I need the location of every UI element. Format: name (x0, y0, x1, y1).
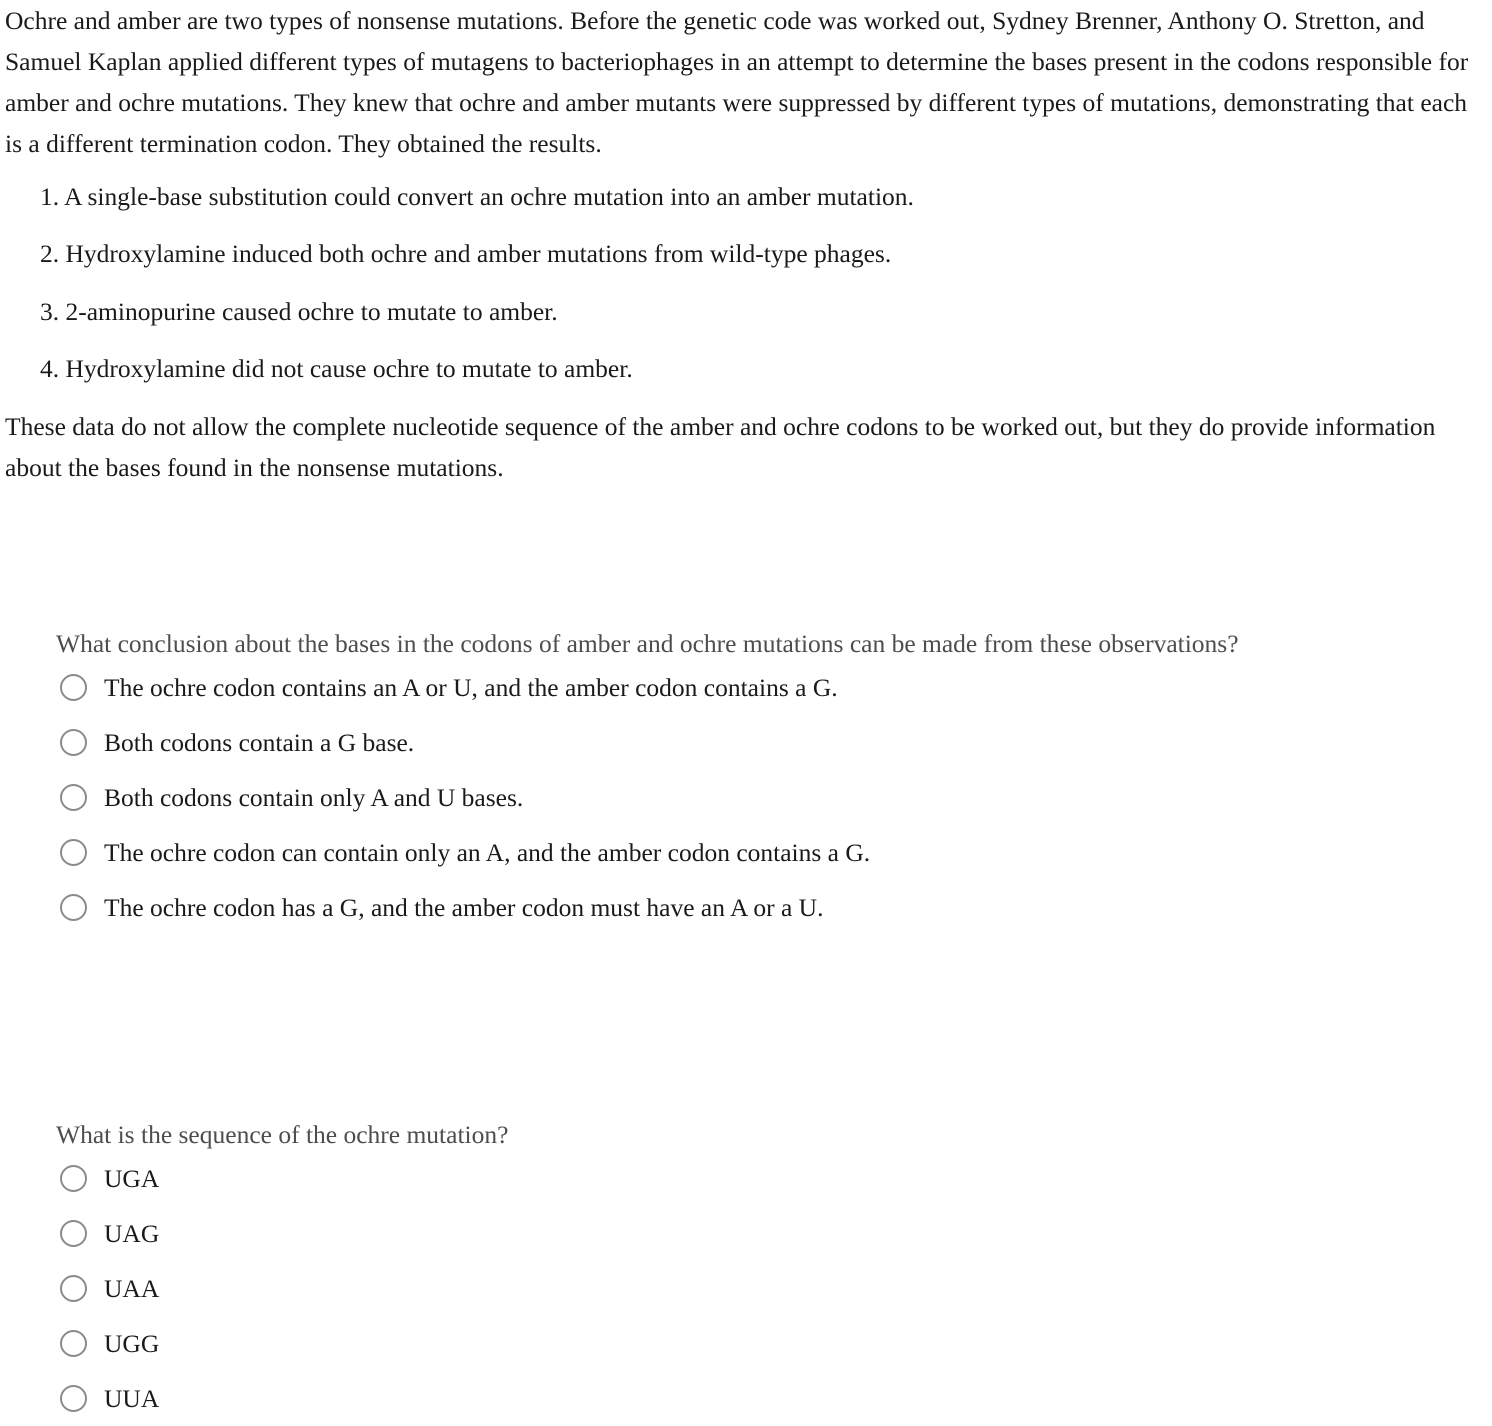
option-label[interactable]: UGG (104, 1328, 160, 1358)
question-2-option[interactable] (60, 1371, 159, 1426)
radio-button[interactable] (60, 784, 87, 811)
question-1-option[interactable] (60, 660, 870, 715)
radio-button[interactable] (60, 1220, 87, 1247)
radio-button[interactable] (60, 729, 87, 756)
radio-button[interactable] (60, 1385, 87, 1412)
question-2-options (60, 1151, 159, 1426)
question-2-option[interactable] (60, 1261, 159, 1316)
question-2-prompt: What is the sequence of the ochre mutation? (56, 1120, 509, 1149)
radio-button[interactable] (60, 839, 87, 866)
question-2-option[interactable] (60, 1151, 159, 1206)
option-label[interactable]: UGA (104, 1163, 160, 1193)
question-2-option[interactable] (60, 1316, 159, 1371)
radio-button[interactable] (60, 894, 87, 921)
option-label[interactable]: The ochre codon has a G, and the amber codon must have an A or a U. (104, 892, 824, 922)
radio-button[interactable] (60, 1330, 87, 1357)
option-label[interactable]: The ochre codon can contain only an A, and the amber codon contains a G. (104, 837, 871, 867)
observation-item: 4. Hydroxylamine did not cause ochre to mutate to amber. (40, 353, 633, 383)
radio-button[interactable] (60, 1165, 87, 1192)
question-1-option[interactable] (60, 715, 870, 770)
intro-paragraph: Ochre and amber are two types of nonsense mutations. Before the genetic code was worked out, Sydney Brenner, Anthony O. Stretton, and Samuel Kaplan applied different types of mutagens to bacteriophages in an attempt to determine the bases present in the codons responsible for amber and ochre mutations. They knew that ochre and amber mutants were suppressed by different types of mutations, demonstrating that each is a different termination codon. They obtained the results. (5, 6, 1469, 158)
observation-item: 3. 2-aminopurine caused ochre to mutate to amber. (40, 296, 558, 326)
observation-item: 2. Hydroxylamine induced both ochre and amber mutations from wild-type phages. (40, 239, 892, 269)
question-1-option[interactable] (60, 825, 870, 880)
option-label[interactable]: Both codons contain only A and U bases. (104, 782, 524, 812)
observations-list (40, 176, 914, 405)
option-label[interactable]: UAA (104, 1273, 160, 1303)
option-label[interactable]: UUA (104, 1383, 160, 1413)
question-1-option[interactable] (60, 770, 870, 825)
radio-button[interactable] (60, 1275, 87, 1302)
outro-paragraph: These data do not allow the complete nucleotide sequence of the amber and ochre codons to be worked out, but they do provide information about the bases found in the nonsense mutations. (5, 412, 1436, 482)
radio-button[interactable] (60, 674, 87, 701)
question-1-prompt: What conclusion about the bases in the codons of amber and ochre mutations can be made from these observations? (56, 629, 1239, 658)
question-2-option[interactable] (60, 1206, 159, 1261)
option-label[interactable]: UAG (104, 1218, 160, 1248)
question-1-options (60, 660, 870, 935)
option-label[interactable]: Both codons contain a G base. (104, 727, 415, 757)
question-1-option[interactable] (60, 880, 870, 935)
observation-item: 1. A single-base substitution could convert an ochre mutation into an amber mutation. (40, 182, 914, 211)
option-label[interactable]: The ochre codon contains an A or U, and the amber codon contains a G. (104, 672, 838, 702)
